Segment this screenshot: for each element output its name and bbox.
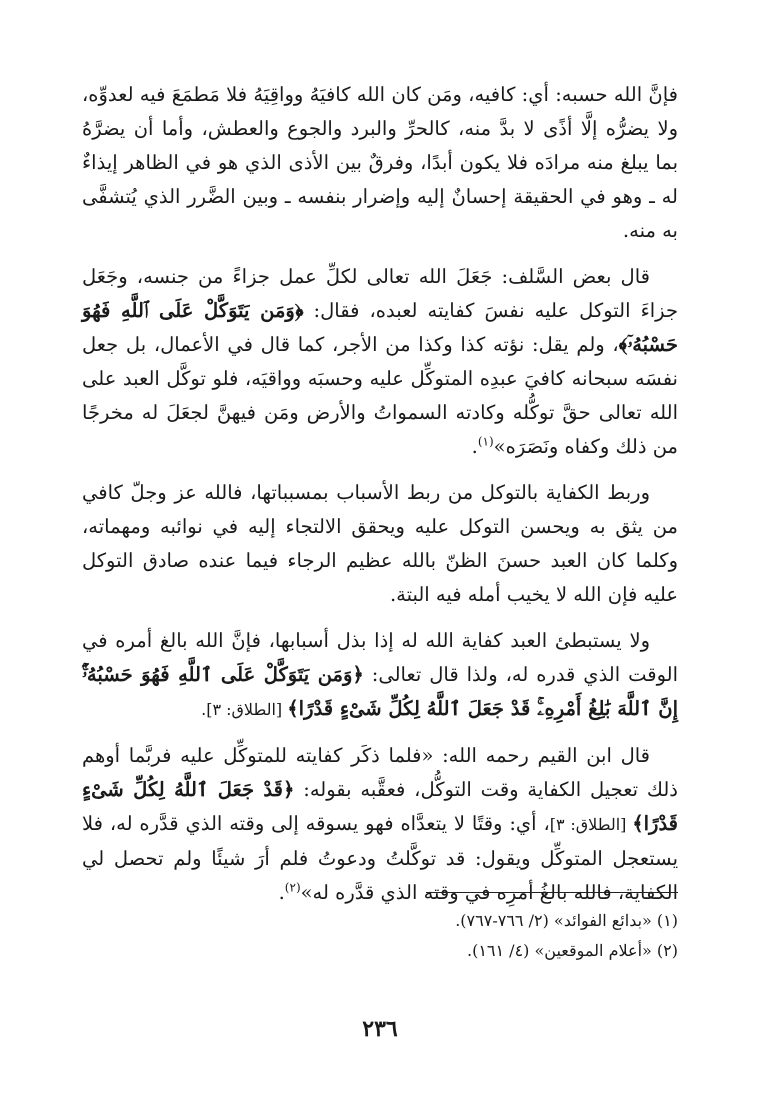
- text-segment: .: [278, 881, 285, 904]
- footnote-separator: [426, 892, 678, 893]
- text-segment: فإنَّ الله حسبه: أي: كافيه، ومَن كان الله كافيَهُ وواقِيَهُ فلا مَطمَعَ فيه لعدوِّه، ولا يضرُّه إلَّا أذًى لا بدَّ منه، كالحرِّ والبرد والجوع والعطش، وأما أن يضرَّهُ بما يبلغ منه مرادَه فلا يكون أبدًا، وفرقٌ بين الأذى الذي هو في الظاهر إيذاءٌ له ـ وهو في الحقيقة إحسانٌ إليه وإضرار بنفسه ـ وبين الضَّرر الذي يُتشفَّى به منه.: [82, 83, 678, 242]
- book-page: [82, 78, 678, 1078]
- page-number: ٢٣٦: [362, 1016, 398, 1042]
- text-segment: .: [471, 435, 478, 458]
- footnote-marker: (١): [477, 434, 494, 449]
- paragraph: [82, 739, 678, 910]
- footnotes: [82, 906, 678, 966]
- footnote-1: (١) «بدائع الفوائد» (٢/ ٧٦٦-٧٦٧).: [455, 911, 678, 930]
- paragraph: [82, 260, 678, 464]
- text-segment: قال بعض السَّلف: جَعَلَ الله تعالى لكلِّ عمل جزاءً من جنسه، وجَعَل جزاءَ التوكل عليه نفسَ كفايته لعبده، فقال:: [82, 265, 678, 322]
- paragraph: [82, 624, 678, 727]
- quran-verse: ﴿قَدْ جَعَلَ ٱللَّهُ لِكُلِّ شَىْءٍ قَدْرًا﴾: [82, 778, 679, 835]
- verse-reference: [الطلاق: ٣].: [201, 700, 288, 719]
- text-segment: قال ابن القيم رحمه الله: «فلما ذكَر كفايته للمتوكِّل عليه فربَّما أوهم ذلك تعجيل الكفاية وقت التوكُّل، فعقَّبه بقوله:: [82, 744, 678, 801]
- paragraph: [82, 476, 678, 612]
- quran-verse: ﴿وَمَن يَتَوَكَّلْ عَلَى ٱللَّهِ فَهُوَ حَسْبُهُۥٓۚ إِنَّ ٱللَّهَ بَٰلِغُ أَمْرِهِۦۚ قَدْ جَعَلَ ٱللَّهُ لِكُلِّ شَىْءٍ قَدْرًا﴾: [82, 663, 678, 720]
- text-segment: ، أي: وقتًا لا يتعدَّاه فهو يسوقه إلى وقته الذي قدَّره له، فلا يستعجل المتوكِّل ويقول: قد توكَّلتُ ودعوتُ فلم أرَ شيئًا ولم تحصل لي الكفاية، فالله بالغُ أمرِه في وقته الذي قدَّره له»: [82, 812, 678, 904]
- footnote-2: (٢) «أعلام الموقعين» (٤/ ١٦١).: [466, 941, 678, 960]
- text-segment: ، ولم يقل: نؤته كذا وكذا من الأجر، كما قال في الأعمال، بل جعل نفسَه سبحانه كافيَ عبدِه المتوكِّل عليه وحسبَه وواقيَه، فلو توكَّل العبد على الله تعالى حقَّ توكُّله وكادته السمواتُ والأرض ومَن فيهنَّ لجعَلَ له مخرجًا من ذلك وكفاه ونَصَرَه»: [82, 333, 678, 458]
- text-segment: ولا يستبطئ العبد كفاية الله له إذا بذل أسبابها، فإنَّ الله بالغ أمره في الوقت الذي قدره له، ولذا قال تعالى:: [82, 629, 679, 686]
- quran-verse: ﴿وَمَن يَتَوَكَّلْ عَلَى ٱللَّهِ فَهُوَ حَسْبُهُۥٓ﴾: [82, 299, 678, 356]
- footnote-marker: (٢): [284, 880, 301, 895]
- paragraph: [82, 78, 678, 248]
- text-segment: وربط الكفاية بالتوكل من ربط الأسباب بمسبباتها، فالله عز وجلّ كافي من يثق به ويحسن التوكل عليه ويحقق الالتجاء إليه في نوائبه ومهماته، وكلما كان العبد حسنَ الظنّ بالله عظيم الرجاء فيما عنده صادق التوكل عليه فإن الله لا يخيب أمله فيه البتة.: [82, 481, 678, 606]
- body-text: [82, 78, 678, 910]
- verse-reference: [الطلاق: ٣]: [549, 815, 633, 834]
